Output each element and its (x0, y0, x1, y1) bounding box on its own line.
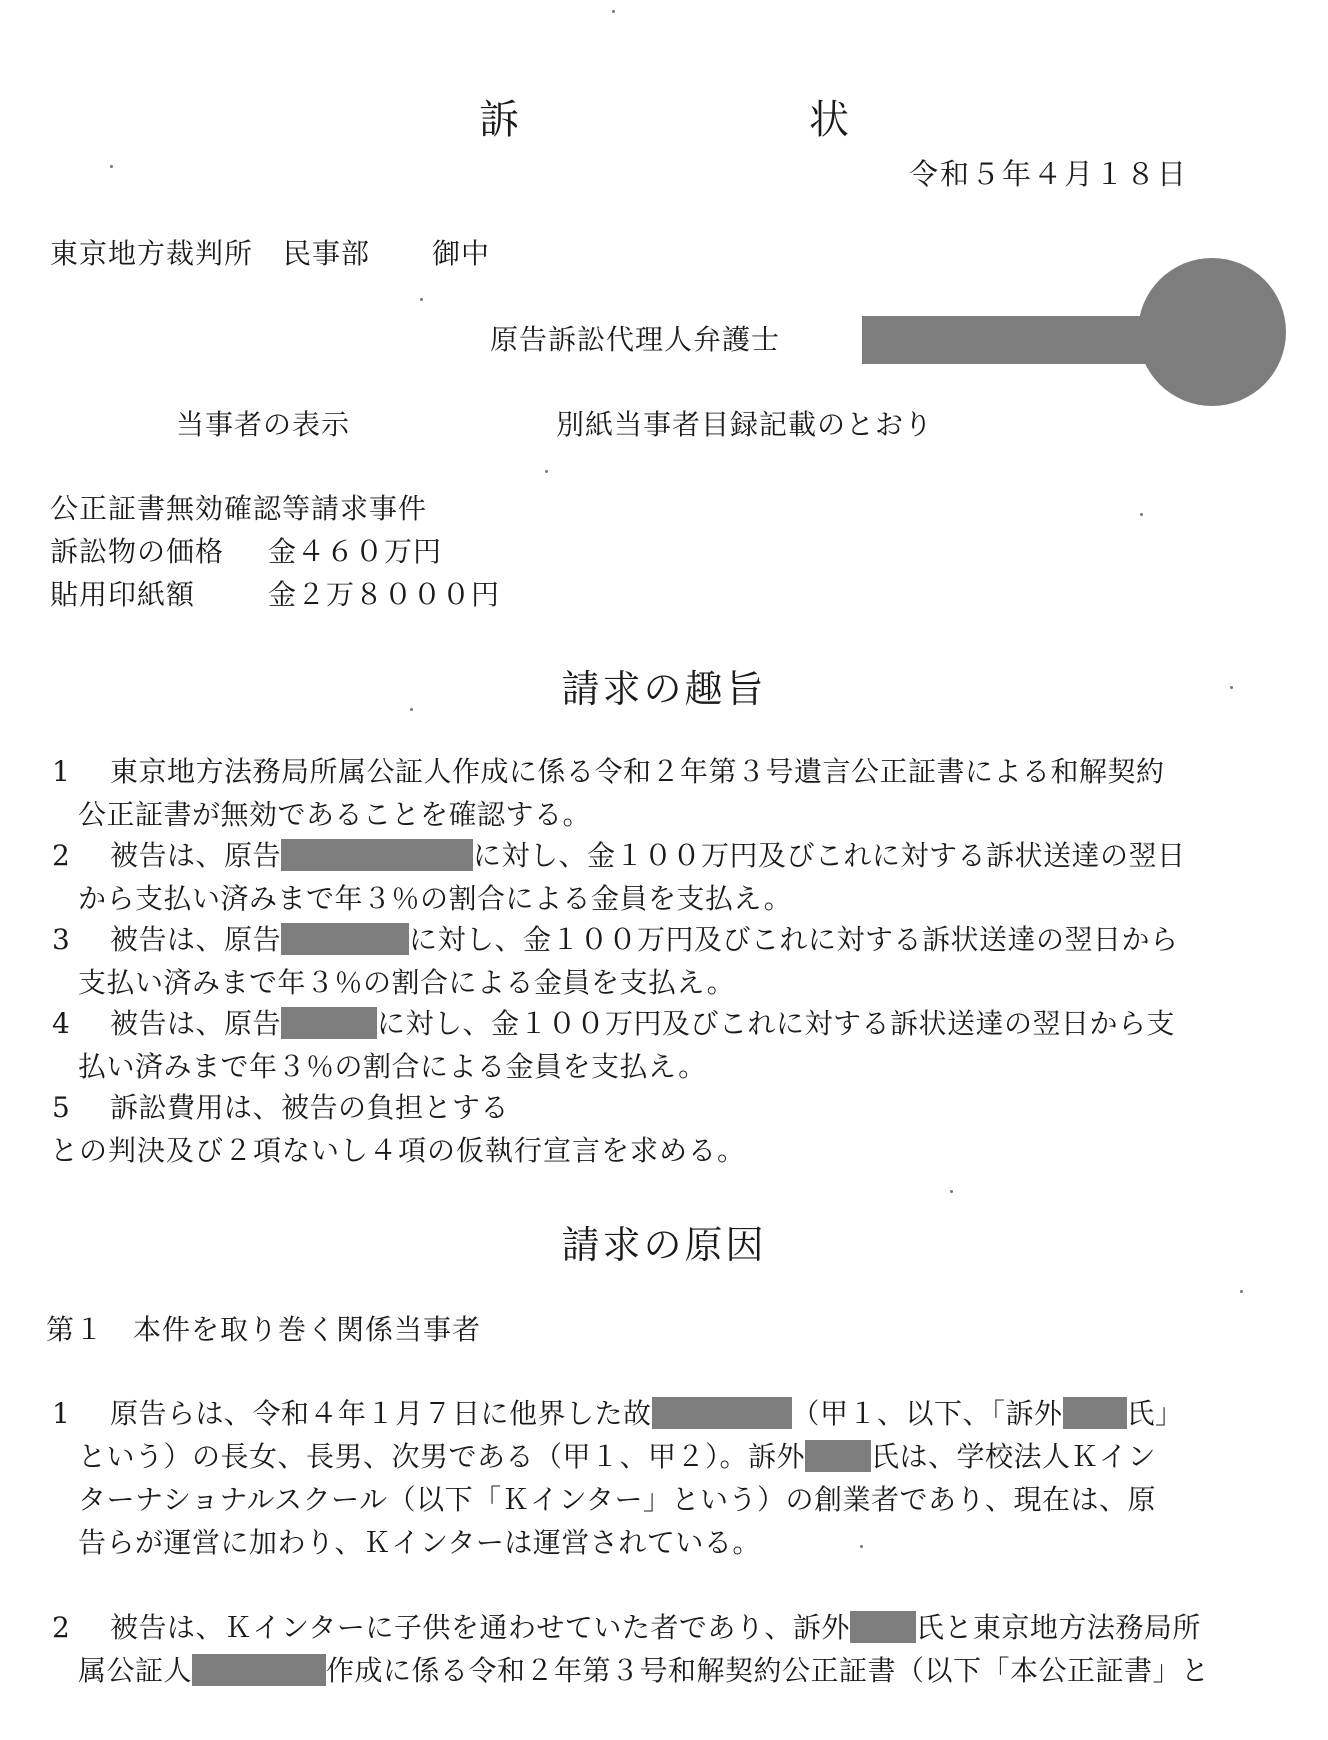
scan-speck (1230, 686, 1233, 689)
document-date: 令和５年４月１８日 (908, 157, 1188, 191)
cause-1-l3: ターナショナルスクール（以下「Ｋインター」という）の創業者であり、現在は、原 (78, 1483, 1156, 1516)
cause-2-l2b: 作成に係る令和２年第３号和解契約公正証書（以下「本公正証書」と (326, 1654, 1210, 1687)
claim-2-num: 2 (52, 839, 71, 872)
cause-1-l4: 告らが運営に加わり、Ｋインターは運営されている。 (78, 1526, 761, 1559)
scan-speck (860, 1545, 863, 1548)
case-value: 金４６０万円 (268, 535, 443, 568)
claim-1-num: 1 (52, 755, 71, 788)
claim-3-pre: 被告は、原告 (110, 923, 282, 956)
court-name: 東京地方裁判所 (50, 237, 254, 270)
court-suffix: 御中 (432, 237, 491, 270)
claim-4-pre: 被告は、原告 (110, 1007, 282, 1040)
scan-speck (950, 1190, 953, 1193)
claim-1-line1: 東京地方法務局所属公証人作成に係る令和２年第３号遺言公正証書による和解契約 (110, 755, 1165, 788)
claim-3-num: 3 (52, 923, 71, 956)
scan-speck (410, 708, 413, 711)
claim-5 (52, 1086, 1292, 1129)
case-value-label: 訴訟物の価格 (50, 535, 225, 568)
cause-2-num: 2 (52, 1611, 71, 1644)
claim-2 (52, 834, 1292, 920)
cause-1-l1c: 氏」 (1126, 1397, 1184, 1430)
claims-closing: との判決及び２項ないし４項の仮執行宣言を求める。 (50, 1134, 747, 1167)
redacted-name (1063, 1397, 1127, 1429)
parties-label: 当事者の表示 (176, 408, 351, 441)
document-title: 訴 状 (479, 97, 919, 143)
cause-1-l2b: 氏は、学校法人Ｋイン (871, 1440, 1157, 1473)
scan-speck (545, 470, 548, 473)
redacted-plaintiff-2 (281, 923, 409, 955)
claim-4-post: に対し、金１００万円及びこれに対する訴状送達の翌日から支 (377, 1007, 1176, 1040)
claim-2-pre: 被告は、原告 (110, 839, 282, 872)
cause-2 (52, 1606, 1292, 1692)
claim-1 (52, 750, 1292, 836)
redacted-attorney-name (862, 316, 1152, 364)
claim-3 (52, 918, 1292, 1004)
scan-speck (1140, 513, 1143, 516)
claim-3-post: に対し、金１００万円及びこれに対する訴状送達の翌日から (409, 923, 1179, 956)
court-dept: 民事部 (283, 237, 371, 270)
cause-2-l1a: 被告は、Ｋインターに子供を通わせていた者であり、訴外 (110, 1611, 850, 1644)
claim-3-line2: 支払い済みまで年３％の割合による金員を支払え。 (78, 966, 736, 999)
court-address (50, 232, 490, 272)
parties-value: 別紙当事者目録記載のとおり (556, 408, 934, 441)
claim-4 (52, 1002, 1292, 1088)
claim-4-line2: 払い済みまで年３％の割合による金員を支払え。 (78, 1050, 707, 1083)
cause-1 (52, 1392, 1292, 1564)
scan-speck (110, 165, 113, 168)
cause-1-l1b: （甲１、以下、「訴外 (791, 1397, 1063, 1430)
claim-5-num: 5 (52, 1091, 71, 1124)
redacted-seal (1138, 258, 1286, 406)
cause-1-num: 1 (52, 1397, 71, 1430)
section-1-heading: 第１ 本件を取り巻く関係当事者 (46, 1313, 482, 1346)
stamp-value: 金２万８０００円 (268, 578, 501, 611)
cause-2-l2a: 属公証人 (78, 1654, 193, 1687)
scan-speck (1240, 1290, 1243, 1293)
redacted-name (850, 1611, 916, 1643)
case-name: 公正証書無効確認等請求事件 (50, 492, 428, 525)
claim-5-line1: 訴訟費用は、被告の負担とする (110, 1091, 510, 1124)
redacted-plaintiff-3 (281, 1007, 377, 1039)
cause-2-l1b: 氏と東京地方法務局所 (915, 1611, 1201, 1644)
attorney-label: 原告訴訟代理人弁護士 (490, 323, 781, 356)
redacted-plaintiff-1 (281, 839, 473, 871)
scan-speck (420, 298, 423, 301)
redacted-deceased-name (652, 1397, 792, 1429)
cause-1-l1a: 原告らは、令和４年１月７日に他界した故 (110, 1397, 652, 1430)
scan-speck (612, 10, 615, 13)
claims-heading: 請求の趣旨 (561, 667, 767, 711)
cause-heading: 請求の原因 (561, 1223, 767, 1267)
redacted-notary-name (192, 1654, 326, 1686)
redacted-name (805, 1440, 871, 1472)
claim-4-num: 4 (52, 1007, 71, 1040)
claim-2-post: に対し、金１００万円及びこれに対する訴状送達の翌日 (473, 839, 1186, 872)
claim-1-line2: 公正証書が無効であることを確認する。 (78, 798, 592, 831)
claim-2-line2: から支払い済みまで年３％の割合による金員を支払え。 (78, 882, 793, 915)
stamp-label: 貼用印紙額 (50, 578, 196, 611)
cause-1-l2a: という）の長女、長男、次男である（甲１、甲２）。訴外 (78, 1440, 806, 1473)
